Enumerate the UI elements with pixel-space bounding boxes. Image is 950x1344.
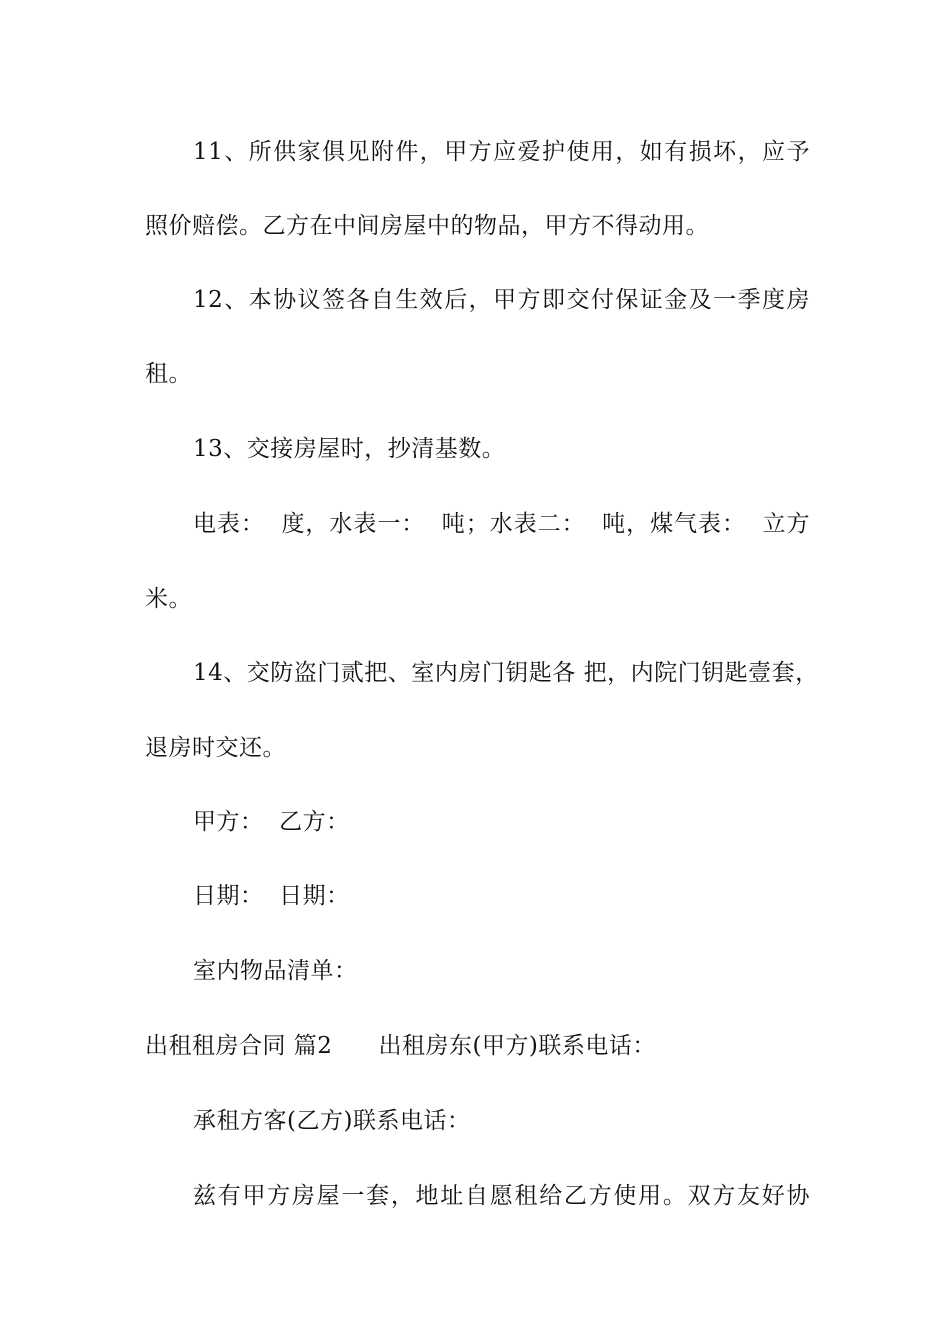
contract-heading (145, 1031, 810, 1061)
meter-readings-line-2: 米。 (145, 586, 192, 612)
clause-14-line-1: 14、交防盗门贰把、室内房门钥匙各 把，内院门钥匙壹套， (193, 660, 819, 686)
clause-11-line-2: 照价赔偿。乙方在中间房屋中的物品，甲方不得动用。 (145, 213, 709, 239)
meter-readings-line-1: 电表： 度，水表一： 吨；水表二： 吨，煤气表： 立方 (193, 511, 810, 537)
contract-title: 出租租房合同 篇2 (145, 1033, 333, 1059)
inventory-list-label: 室内物品清单： (193, 958, 358, 984)
landlord-phone-label: 出租房东(甲方)联系电话： (378, 1033, 656, 1059)
clause-12-line-1: 12、本协议签各自生效后，甲方即交付保证金及一季度房 (193, 287, 810, 313)
clause-14-line-2: 退房时交还。 (145, 735, 286, 761)
signature-dates: 日期： 日期： (193, 883, 350, 909)
clause-12-line-2: 租。 (145, 361, 192, 387)
clause-13-line-1: 13、交接房屋时，抄清基数。 (193, 436, 506, 462)
signature-parties: 甲方： 乙方： (193, 809, 350, 835)
preamble-line-1: 兹有甲方房屋一套，地址自愿租给乙方使用。双方友好协 (193, 1183, 810, 1209)
tenant-phone-label: 承租方客(乙方)联系电话： (193, 1108, 471, 1134)
clause-11-line-1: 11、所供家俱见附件，甲方应爱护使用，如有损坏，应予 (193, 139, 810, 165)
